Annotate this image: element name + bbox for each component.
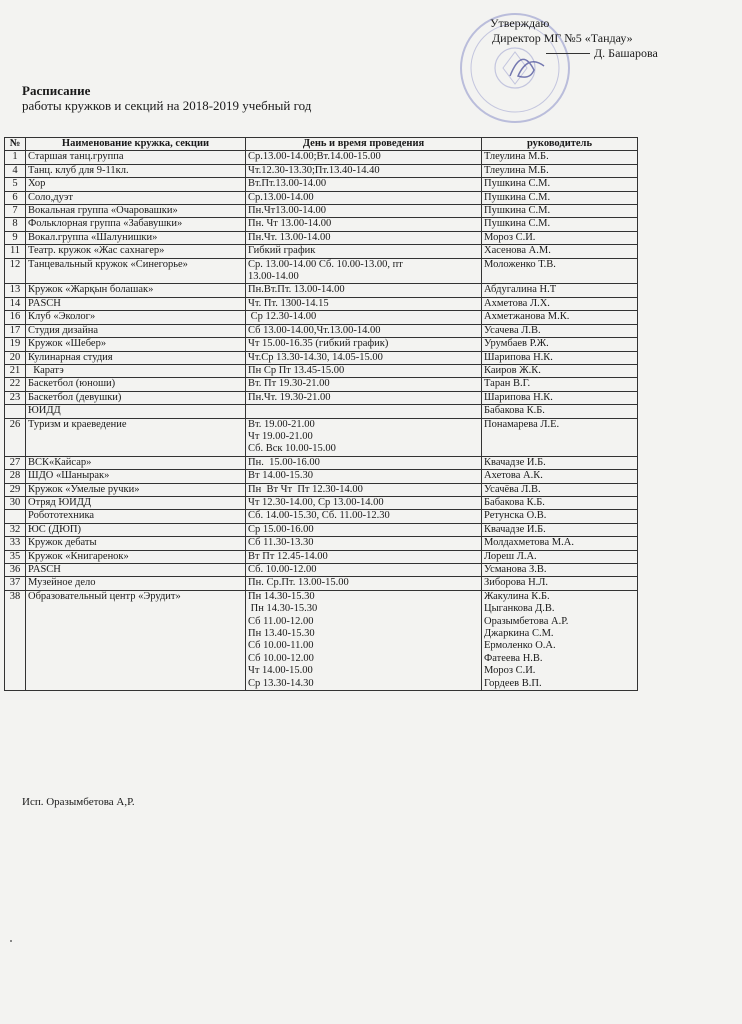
leader-line: Тлеулина М.Б.	[484, 151, 549, 163]
table-row	[5, 364, 638, 377]
table-body	[5, 151, 638, 691]
row-number: 19	[5, 338, 26, 351]
row-name: Танцевальный кружок «Синегорье»	[26, 258, 246, 284]
row-leader	[482, 231, 638, 244]
row-time	[246, 218, 482, 231]
leader-line: Ахметжанова М.К.	[484, 311, 570, 323]
leader-line: Лореш Л.А.	[484, 550, 537, 562]
row-time	[246, 470, 482, 483]
leader-line: Ахетова А.К.	[484, 470, 543, 482]
row-number: 36	[5, 564, 26, 577]
time-line: Гибкий график	[248, 245, 316, 257]
table-row	[5, 470, 638, 483]
leader-line: Пушкина С.М.	[484, 218, 551, 230]
document-subtitle: работы кружков и секций на 2018-2019 учебный год	[22, 98, 312, 113]
row-number: 23	[5, 391, 26, 404]
row-name: ШДО «Шанырак»	[26, 470, 246, 483]
table-row	[5, 351, 638, 364]
time-line: Ср 13.30-14.30	[248, 677, 314, 689]
table-row	[5, 456, 638, 469]
row-leader	[482, 284, 638, 297]
row-time	[246, 550, 482, 563]
row-leader	[482, 245, 638, 258]
row-name: Отряд ЮИДД	[26, 496, 246, 509]
table-row	[5, 483, 638, 496]
time-line: Ср 15.00-16.00	[248, 523, 314, 535]
row-name: Каратэ	[26, 364, 246, 377]
row-leader	[482, 418, 638, 456]
row-number: 38	[5, 590, 26, 690]
row-leader	[482, 151, 638, 164]
row-time	[246, 245, 482, 258]
table-row	[5, 523, 638, 536]
leader-line: Каиров Ж.К.	[484, 364, 541, 376]
row-time	[246, 178, 482, 191]
table-header-row	[5, 138, 638, 151]
row-leader	[482, 378, 638, 391]
row-name: Кружок дебаты	[26, 537, 246, 550]
row-time	[246, 577, 482, 590]
time-line: Вт. Пт 19.30-21.00	[248, 378, 330, 390]
time-line: Вт Пт 12.45-14.00	[248, 550, 328, 562]
row-name: Старшая танц.группа	[26, 151, 246, 164]
table-row	[5, 405, 638, 418]
table-row	[5, 564, 638, 577]
row-time	[246, 496, 482, 509]
leader-line: Пушкина С.М.	[484, 191, 551, 203]
row-leader	[482, 191, 638, 204]
row-number: 32	[5, 523, 26, 536]
row-name: Кружок «Шебер»	[26, 338, 246, 351]
time-line: Сб. Вск 10.00-15.00	[248, 443, 336, 455]
row-time	[246, 564, 482, 577]
row-leader	[482, 590, 638, 690]
row-time	[246, 483, 482, 496]
row-number: 22	[5, 378, 26, 391]
leader-line: Бабакова К.Б.	[484, 405, 545, 417]
table-row	[5, 537, 638, 550]
row-name: Хор	[26, 178, 246, 191]
row-time	[246, 405, 482, 418]
row-leader	[482, 405, 638, 418]
row-name: ВСК«Кайсар»	[26, 456, 246, 469]
row-number: 17	[5, 324, 26, 337]
row-name: PASCH	[26, 297, 246, 310]
time-line: Чт. Пт. 1300-14.15	[248, 297, 329, 309]
row-leader	[482, 364, 638, 377]
leader-line: Таран В.Г.	[484, 378, 531, 390]
table-row	[5, 191, 638, 204]
row-number: 27	[5, 456, 26, 469]
time-line: Чт 19.00-21.00	[248, 430, 313, 442]
row-number: 16	[5, 311, 26, 324]
row-number: 6	[5, 191, 26, 204]
leader-line: Бабакова К.Б.	[484, 496, 545, 508]
row-number: 28	[5, 470, 26, 483]
leader-line: Фатеева Н.В.	[484, 652, 543, 664]
row-leader	[482, 258, 638, 284]
row-number: 30	[5, 496, 26, 509]
time-line: Чт 12.30-14.00, Ср 13.00-14.00	[248, 496, 384, 508]
leader-line: Усманова З.В.	[484, 564, 547, 575]
leader-line: Усачева Л.В.	[484, 324, 541, 336]
table-row	[5, 151, 638, 164]
row-time	[246, 338, 482, 351]
table-row	[5, 590, 638, 690]
row-number: 21	[5, 364, 26, 377]
approval-title: Утверждаю	[490, 16, 550, 30]
row-number: 20	[5, 351, 26, 364]
leader-line: Тлеулина М.Б.	[484, 164, 549, 176]
time-line: Сб 13.00-14.00,Чт.13.00-14.00	[248, 324, 381, 336]
row-name: Студия дизайна	[26, 324, 246, 337]
table-row	[5, 297, 638, 310]
time-line: Чт.12.30-13.30;Пт.13.40-14.40	[248, 164, 380, 176]
table-row	[5, 510, 638, 523]
leader-line: Квачадзе И.Б.	[484, 523, 546, 535]
row-leader	[482, 550, 638, 563]
table-row	[5, 324, 638, 337]
table-row	[5, 550, 638, 563]
time-line: Сб. 14.00-15.30, Сб. 11.00-12.30	[248, 510, 390, 522]
row-name: ЮС (ДЮП)	[26, 523, 246, 536]
table-row	[5, 378, 638, 391]
leader-line: Гордеев В.П.	[484, 677, 542, 689]
row-time	[246, 284, 482, 297]
row-leader	[482, 338, 638, 351]
leader-line: Ермоленко О.А.	[484, 640, 556, 652]
time-line: Пн 13.40-15.30	[248, 628, 315, 640]
leader-line: Квачадзе И.Б.	[484, 456, 546, 468]
row-number	[5, 405, 26, 418]
leader-line: Жакулина К.Б.	[484, 590, 550, 602]
table-row	[5, 245, 638, 258]
approval-signature-line	[546, 46, 658, 61]
time-line: Пн.Вт.Пт. 13.00-14.00	[248, 284, 345, 296]
table-row	[5, 218, 638, 231]
row-leader	[482, 510, 638, 523]
time-line: Пн.Чт. 19.30-21.00	[248, 391, 331, 403]
row-leader	[482, 523, 638, 536]
time-line: Чт 15.00-16.35 (гибкий график)	[248, 338, 389, 350]
table-row	[5, 284, 638, 297]
time-line: Пн.Чт13.00-14.00	[248, 205, 326, 217]
executor-note: Исп. Оразымбетова А,Р.	[22, 796, 135, 808]
table-row	[5, 418, 638, 456]
time-line: Ср 12.30-14.00	[248, 311, 317, 323]
time-line: Сб 10.00-11.00	[248, 640, 314, 652]
row-number: 1	[5, 151, 26, 164]
row-time	[246, 364, 482, 377]
row-time	[246, 391, 482, 404]
approval-director: Директор МГ №5 «Тандау»	[492, 31, 633, 45]
time-line: Ср.13.00-14.00	[248, 191, 314, 203]
leader-line: Молдахметова М.А.	[484, 537, 574, 549]
row-leader	[482, 351, 638, 364]
row-number: 33	[5, 537, 26, 550]
row-number: 4	[5, 164, 26, 177]
time-line: Пн 14.30-15.30	[248, 590, 315, 602]
row-name: Робототехника	[26, 510, 246, 523]
row-name: Фольклорная группа «Забавушки»	[26, 218, 246, 231]
time-line: Вт. 19.00-21.00	[248, 418, 315, 430]
table-row	[5, 311, 638, 324]
row-time	[246, 378, 482, 391]
row-time	[246, 297, 482, 310]
table-row	[5, 338, 638, 351]
row-name: Баскетбол (девушки)	[26, 391, 246, 404]
table-row	[5, 258, 638, 284]
row-name: Музейное дело	[26, 577, 246, 590]
row-leader	[482, 391, 638, 404]
row-name: Кулинарная студия	[26, 351, 246, 364]
time-line: Пн. Чт 13.00-14.00	[248, 218, 332, 230]
leader-line: Ахметова Л.Х.	[484, 297, 550, 309]
leader-line: Оразымбетова А.Р.	[484, 615, 569, 627]
time-line: Вт 14.00-15.30	[248, 470, 313, 482]
row-time	[246, 510, 482, 523]
row-name: Кружок «Книгаренок»	[26, 550, 246, 563]
time-line: Чт.Ср 13.30-14.30, 14.05-15.00	[248, 351, 383, 363]
row-time	[246, 418, 482, 456]
row-leader	[482, 311, 638, 324]
time-line: 13.00-14.00	[248, 271, 299, 283]
time-line: Пн 14.30-15.30	[248, 603, 318, 615]
leader-line: Шарипова Н.К.	[484, 351, 553, 363]
leader-line: Цыганкова Д.В.	[484, 603, 555, 615]
row-time	[246, 164, 482, 177]
row-number: 11	[5, 245, 26, 258]
table-row	[5, 205, 638, 218]
row-name: Кружок «Жарқын болашак»	[26, 284, 246, 297]
row-time	[246, 456, 482, 469]
row-number: 13	[5, 284, 26, 297]
leader-line: Пушкина С.М.	[484, 178, 551, 190]
row-name: Вокальная группа «Очаровашки»	[26, 205, 246, 218]
row-number: 8	[5, 218, 26, 231]
leader-line: Усачёва Л.В.	[484, 483, 541, 495]
time-line: Сб 11.30-13.30	[248, 537, 314, 549]
row-name: ЮИДД	[26, 405, 246, 418]
row-number	[5, 510, 26, 523]
time-line: Ср.13.00-14.00;Вт.14.00-15.00	[248, 151, 381, 163]
schedule-table	[4, 137, 638, 691]
time-line: Пн. 15.00-16.00	[248, 456, 320, 468]
row-name: Кружок «Умелые ручки»	[26, 483, 246, 496]
row-time	[246, 231, 482, 244]
signature-underline	[546, 53, 590, 54]
header-num: №	[5, 138, 26, 151]
row-leader	[482, 537, 638, 550]
time-line: Пн. Ср.Пт. 13.00-15.00	[248, 577, 349, 589]
row-name: Танц. клуб для 9-11кл.	[26, 164, 246, 177]
row-time	[246, 258, 482, 284]
time-line: Чт 14.00-15.00	[248, 665, 313, 677]
leader-line: Зиборова Н.Л.	[484, 577, 549, 589]
leader-line: Мороз С.И.	[484, 231, 536, 243]
row-leader	[482, 205, 638, 218]
header-leader: руководитель	[482, 138, 638, 151]
table-row	[5, 178, 638, 191]
row-leader	[482, 324, 638, 337]
row-name: Соло,дуэт	[26, 191, 246, 204]
row-time	[246, 590, 482, 690]
time-line	[248, 405, 479, 417]
time-line: Сб 11.00-12.00	[248, 615, 314, 627]
leader-line: Понамарева Л.Е.	[484, 418, 560, 430]
leader-line: Джаркина С.М.	[484, 628, 554, 640]
time-line: Сб. 10.00-12.00	[248, 564, 317, 575]
row-time	[246, 523, 482, 536]
leader-line: Ретунска О.В.	[484, 510, 547, 522]
row-name: Вокал.группа «Шалунишки»	[26, 231, 246, 244]
row-leader	[482, 483, 638, 496]
row-leader	[482, 564, 638, 577]
row-leader	[482, 164, 638, 177]
row-time	[246, 537, 482, 550]
table-row	[5, 231, 638, 244]
header-name: Наименование кружка, секции	[26, 138, 246, 151]
row-time	[246, 205, 482, 218]
row-number: 26	[5, 418, 26, 456]
document-title: Расписание	[22, 83, 91, 98]
row-number: 29	[5, 483, 26, 496]
leader-line: Шарипова Н.К.	[484, 391, 553, 403]
time-line: Ср. 13.00-14.00 Сб. 10.00-13.00, пт	[248, 258, 403, 270]
row-number: 35	[5, 550, 26, 563]
row-leader	[482, 577, 638, 590]
row-name: Клуб «Эколог»	[26, 311, 246, 324]
time-line: Вт.Пт.13.00-14.00	[248, 178, 327, 190]
scan-speck	[10, 940, 12, 942]
row-number: 14	[5, 297, 26, 310]
row-leader	[482, 297, 638, 310]
approval-director-name: Д. Башарова	[594, 46, 658, 60]
leader-line: Урумбаев Р.Ж.	[484, 338, 549, 350]
time-line: Пн Вт Чт Пт 12.30-14.00	[248, 483, 363, 495]
row-number: 7	[5, 205, 26, 218]
document-heading	[22, 83, 311, 113]
time-line: Пн.Чт. 13.00-14.00	[248, 231, 331, 243]
leader-line: Пушкина С.М.	[484, 205, 551, 217]
row-leader	[482, 456, 638, 469]
row-name: Образовательный центр «Эрудит»	[26, 590, 246, 690]
row-number: 5	[5, 178, 26, 191]
row-time	[246, 191, 482, 204]
time-line: Сб 10.00-12.00	[248, 652, 314, 664]
row-time	[246, 324, 482, 337]
row-time	[246, 151, 482, 164]
row-leader	[482, 218, 638, 231]
row-name: Туризм и краеведение	[26, 418, 246, 456]
leader-line: Мороз С.И.	[484, 665, 536, 677]
row-number: 37	[5, 577, 26, 590]
table-row	[5, 164, 638, 177]
leader-line: Хасенова А.М.	[484, 245, 551, 257]
row-name: Баскетбол (юноши)	[26, 378, 246, 391]
table-row	[5, 391, 638, 404]
row-time	[246, 311, 482, 324]
row-number: 9	[5, 231, 26, 244]
row-leader	[482, 178, 638, 191]
leader-line: Абдугалина Н.Т	[484, 284, 557, 296]
row-name: Театр. кружок «Жас сахнагер»	[26, 245, 246, 258]
table-row	[5, 577, 638, 590]
leader-line: Моложенко Т.В.	[484, 258, 556, 270]
row-time	[246, 351, 482, 364]
approval-block	[490, 16, 658, 61]
row-name: PASCH	[26, 564, 246, 577]
table-row	[5, 496, 638, 509]
time-line: Пн Ср Пт 13.45-15.00	[248, 364, 345, 376]
header-time: День и время проведения	[246, 138, 482, 151]
row-number: 12	[5, 258, 26, 284]
row-leader	[482, 470, 638, 483]
row-leader	[482, 496, 638, 509]
